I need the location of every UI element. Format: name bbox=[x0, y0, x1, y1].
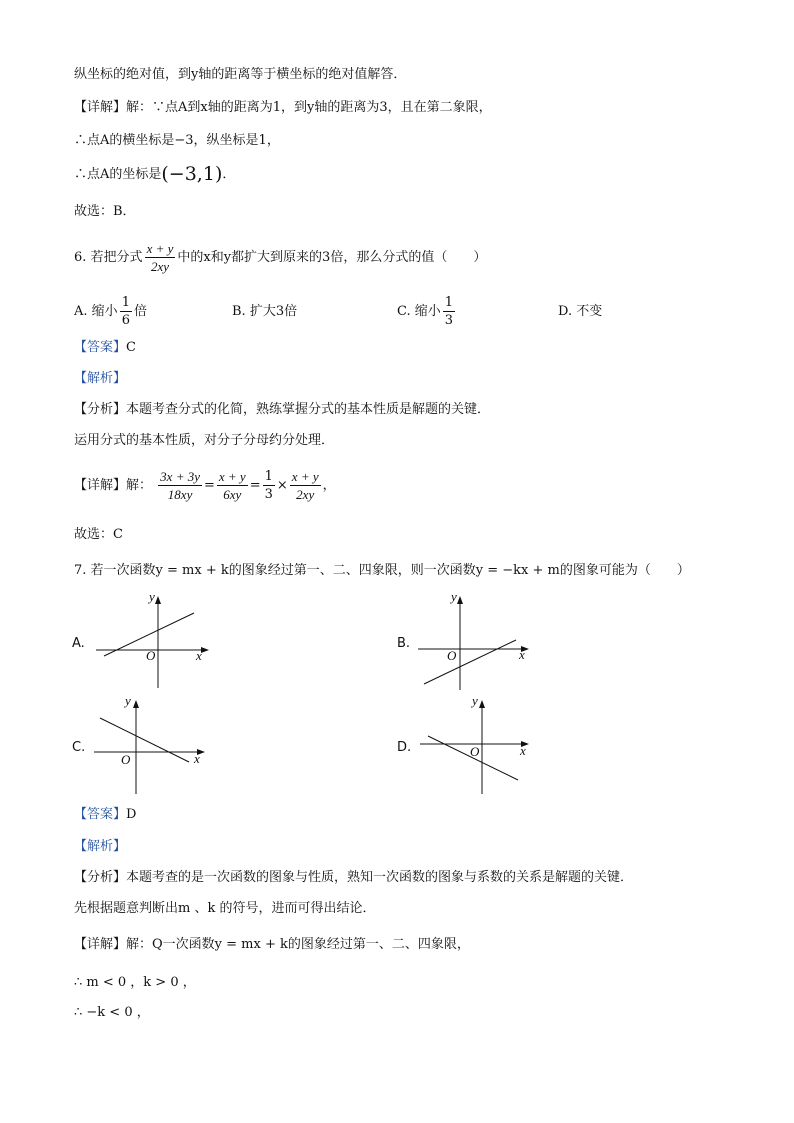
x-label: x bbox=[519, 647, 525, 662]
y-label: y bbox=[149, 589, 155, 604]
detail-text: 解： bbox=[126, 478, 153, 493]
q6-stem-b: 中的x和y都扩大到原来的3倍，那么分式的值（ ） bbox=[177, 250, 487, 265]
origin-label: O bbox=[447, 648, 457, 663]
q6-detail bbox=[74, 468, 336, 503]
detail-tag: 【详解】 bbox=[74, 937, 127, 952]
graph-d-letter: D. bbox=[397, 740, 412, 755]
q6-option-c bbox=[397, 294, 457, 329]
q6-choose: 故选：C bbox=[74, 527, 123, 542]
q6-frac-den: 2xy bbox=[150, 259, 169, 274]
option-text: 缩小 bbox=[91, 304, 118, 319]
answer-tag: 【答案】 bbox=[74, 340, 127, 355]
q7-analysis-tag: 【解析】 bbox=[74, 839, 127, 854]
function-line bbox=[100, 718, 189, 762]
q6-answer bbox=[74, 339, 136, 357]
q6-method: 运用分式的基本性质，对分子分母约分处理． bbox=[74, 433, 335, 448]
answer-value: C bbox=[126, 340, 136, 355]
equals-sign: = bbox=[203, 478, 215, 493]
frac-num: 1 bbox=[264, 469, 273, 484]
fenxi-text: 本题考查分式的化简，熟练掌握分式的基本性质是解题的关键． bbox=[126, 402, 491, 417]
graph-c-letter: C. bbox=[72, 740, 86, 755]
y-label: y bbox=[125, 693, 131, 708]
frac-den: 2xy bbox=[296, 487, 315, 502]
frac-den: 6 bbox=[121, 313, 130, 328]
fenxi-tag: 【分析】 bbox=[74, 402, 127, 417]
q6-analysis-tag: 【解析】 bbox=[74, 371, 127, 386]
y-axis-arrow bbox=[479, 700, 485, 708]
frac-den: 18xy bbox=[167, 487, 193, 502]
q6-option-b bbox=[232, 303, 297, 321]
detail-frac-2 bbox=[217, 468, 248, 503]
fenxi-tag: 【分析】 bbox=[74, 870, 127, 885]
function-line bbox=[424, 640, 516, 684]
detail-frac-3 bbox=[263, 468, 275, 503]
option-letter: C. bbox=[397, 304, 411, 319]
option-text-b: 倍 bbox=[133, 304, 147, 319]
q6-option-a bbox=[74, 294, 147, 329]
graph-b-svg bbox=[418, 592, 538, 692]
answer-tag: 【答案】 bbox=[74, 807, 127, 822]
frac-num: 1 bbox=[121, 295, 130, 310]
q6-fenxi bbox=[74, 401, 490, 419]
graph-d bbox=[420, 693, 540, 796]
q7-answer bbox=[74, 806, 136, 824]
origin-label: O bbox=[146, 648, 156, 663]
fenxi-text: 本题考查的是一次函数的图象与性质，熟知一次函数的图象与系数的关系是解题的关键． bbox=[126, 870, 634, 885]
graph-c-svg bbox=[94, 696, 214, 796]
graph-a-letter: A. bbox=[72, 636, 85, 651]
equals-sign: = bbox=[249, 478, 261, 493]
y-label: y bbox=[451, 589, 457, 604]
q7-method: 先根据题意判断出m 、k 的符号，进而可得出结论． bbox=[74, 901, 376, 916]
frac-num: x + y bbox=[291, 469, 319, 484]
frac-num: 1 bbox=[444, 295, 454, 310]
q7-fenxi bbox=[74, 869, 633, 887]
q6-number: 6. bbox=[74, 250, 87, 265]
frac-num: 3x + 3y bbox=[160, 469, 200, 484]
graph-c bbox=[94, 693, 214, 796]
frac-num: x + y bbox=[218, 469, 246, 484]
option-letter: D. bbox=[558, 304, 573, 319]
option-text: 缩小 bbox=[414, 304, 441, 319]
x-label: x bbox=[520, 743, 526, 758]
comma: ， bbox=[322, 478, 336, 493]
q6-fraction bbox=[145, 240, 176, 275]
graph-b bbox=[418, 589, 538, 692]
detail-tag: 【详解】 bbox=[74, 478, 127, 493]
option-fraction bbox=[120, 294, 132, 329]
times-sign: × bbox=[276, 478, 288, 493]
detail-frac-1 bbox=[158, 468, 202, 503]
y-label: y bbox=[472, 693, 478, 708]
detail-text: 解：Q一次函数y = mx + k的图象经过第一、二、四象限， bbox=[126, 937, 470, 952]
q7-detail bbox=[74, 936, 470, 954]
graph-a bbox=[96, 589, 216, 692]
q7-line-b: ∴ −k < 0 ， bbox=[74, 1005, 150, 1020]
prev-choose: 故选：B． bbox=[74, 204, 136, 219]
q6-stem-a: 若把分式 bbox=[90, 250, 143, 265]
prev-line-4 bbox=[74, 165, 235, 184]
detail-text: 解：∵点A到x轴的距离为1，到y轴的距离为3，且在第二象限， bbox=[126, 100, 492, 115]
answer-value: D bbox=[126, 807, 137, 822]
graph-b-letter: B. bbox=[397, 636, 411, 651]
x-label: x bbox=[194, 751, 200, 766]
y-axis-arrow bbox=[155, 596, 161, 604]
coord-value: (−3,1) bbox=[161, 163, 223, 185]
y-axis-arrow bbox=[133, 700, 139, 708]
q7-number: 7. bbox=[74, 563, 87, 578]
q7-stem-text: 若一次函数y = mx + k的图象经过第一、二、四象限，则一次函数y = −kx + m的图象可能为（ ） bbox=[90, 563, 690, 578]
prev-line-3: ∴点A的横坐标是−3，纵坐标是1， bbox=[74, 133, 280, 148]
option-text: 不变 bbox=[576, 304, 603, 319]
frac-den: 6xy bbox=[223, 487, 242, 502]
coord-label: ∴点A的坐标是 bbox=[74, 167, 162, 182]
x-axis-arrow bbox=[201, 647, 209, 653]
prev-line-1: 纵坐标的绝对值，到y轴的距离等于横坐标的绝对值解答． bbox=[74, 67, 407, 82]
origin-label: O bbox=[470, 744, 480, 759]
option-letter: A. bbox=[74, 304, 88, 319]
q7-line-a: ∴ m < 0 ，k > 0 ， bbox=[74, 975, 196, 990]
frac-den: 3 bbox=[264, 487, 273, 502]
option-text: 扩大3倍 bbox=[249, 304, 298, 319]
q6-option-d bbox=[558, 303, 602, 321]
detail-tag: 【详解】 bbox=[74, 100, 127, 115]
option-fraction bbox=[443, 294, 455, 329]
frac-den: 3 bbox=[444, 313, 454, 328]
prev-line-2 bbox=[74, 99, 492, 117]
detail-frac-4 bbox=[290, 468, 321, 503]
coord-period: ． bbox=[222, 167, 236, 182]
q7-stem bbox=[74, 562, 690, 580]
graph-a-svg bbox=[96, 592, 216, 692]
x-label: x bbox=[196, 648, 202, 663]
y-axis-arrow bbox=[457, 596, 463, 604]
option-letter: B. bbox=[232, 304, 246, 319]
origin-label: O bbox=[121, 752, 131, 767]
q6-stem bbox=[74, 240, 486, 275]
q6-frac-num: x + y bbox=[146, 241, 174, 256]
